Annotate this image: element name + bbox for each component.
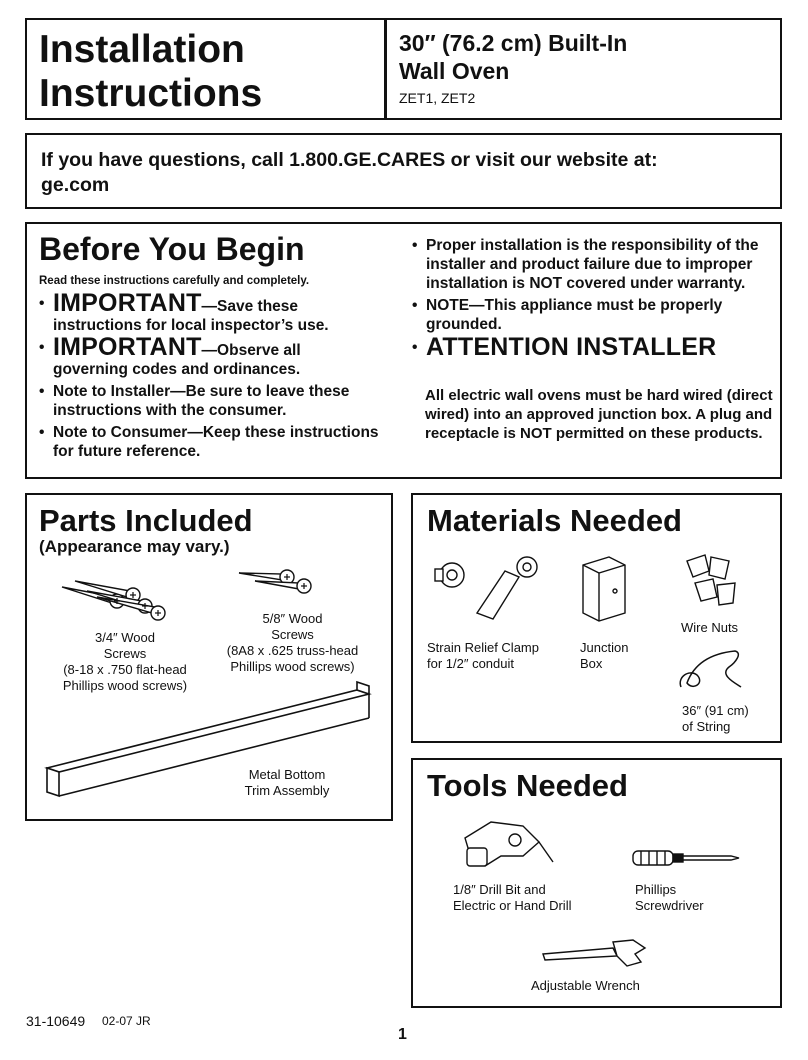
string-icon [675, 647, 745, 695]
installation-responsibility: • Proper installation is the responsibility of the installer and product failure due to improper installation is NOT covered under warranty. [410, 236, 775, 293]
model-numbers: ZET1, ZET2 [399, 90, 476, 106]
header-divider [384, 20, 387, 118]
tools-heading: Tools Needed [427, 768, 628, 803]
important-line-1: instructions for local inspector’s use. [53, 317, 329, 334]
screws-58-line-2: Screws [271, 627, 314, 642]
electric-drill-icon [461, 812, 556, 877]
drill-caption [453, 882, 613, 914]
screws-34-line-3: (8-18 x .750 flat-head [63, 662, 187, 677]
before-left-list [37, 289, 387, 464]
string-line-1: 36″ (91 cm) [682, 703, 749, 718]
screws-34-line-1: 3/4″ Wood [94, 630, 155, 645]
document-date: 02-07 JR [102, 1014, 151, 1028]
grounding-note: • NOTE—This appliance must be properly grounded. [410, 296, 775, 334]
clamp-line-1: Strain Relief Clamp [427, 640, 539, 655]
phillips-screwdriver-icon [631, 846, 741, 870]
wood-screws-58-icon [237, 565, 317, 600]
screws-58-caption [215, 611, 370, 675]
adjustable-wrench-icon [541, 938, 651, 970]
string-line-2: of String [682, 719, 731, 734]
tools-needed-box [411, 758, 782, 1008]
parts-heading: Parts Included [39, 503, 253, 538]
title-line-1: Installation [39, 28, 245, 71]
important-tail-1: —Save these [201, 298, 299, 315]
before-right-list [410, 236, 775, 363]
materials-heading: Materials Needed [427, 503, 682, 538]
attention-installer-text: All electric wall ovens must be hard wired (direct wired) into an approved junction box. A plug and receptacle is NOT permitted on these products. [425, 387, 773, 442]
trim-line-1: Metal Bottom [248, 767, 326, 782]
contact-line-2: ge.com [41, 174, 110, 196]
wood-screws-34-icon [57, 575, 167, 625]
product-line-2: Wall Oven [399, 58, 510, 84]
screws-58-line-4: Phillips wood screws) [230, 659, 355, 674]
screws-34-line-2: Screws [103, 646, 147, 661]
before-intro: Read these instructions carefully and completely. [39, 275, 310, 287]
important-save [37, 289, 387, 335]
before-heading: Before You Begin [39, 231, 305, 267]
strain-relief-clamp-icon [427, 553, 547, 623]
string-caption [682, 703, 772, 735]
contact-box [25, 133, 782, 209]
wire-nuts-caption: Wire Nuts [681, 620, 739, 635]
header-box [25, 18, 782, 120]
junction-box-icon [579, 553, 629, 623]
screws-58-line-3: (8A8 x .625 truss-head [226, 643, 359, 658]
important-label-2: IMPORTANT [53, 333, 202, 361]
materials-needed-box [411, 493, 782, 743]
screws-58-line-1: 5/8″ Wood [262, 611, 323, 626]
title-line-2: Instructions [39, 72, 263, 115]
junction-box-caption [580, 640, 660, 672]
contact-line-1: If you have questions, call 1.800.GE.CARES or visit our website at: [41, 149, 658, 171]
trim-line-2: Trim Assembly [244, 783, 330, 798]
attention-installer-heading [410, 333, 775, 361]
parts-included-box [25, 493, 393, 821]
wrench-caption: Adjustable Wrench [531, 978, 640, 993]
clamp-caption [427, 640, 577, 672]
junction-box-line-2: Box [580, 656, 603, 671]
screwdriver-line-1: Phillips [635, 882, 677, 897]
important-tail-2: —Observe all [201, 342, 301, 359]
product-line-1: 30″ (76.2 cm) Built-In [399, 30, 628, 56]
important-line-2: governing codes and ordinances. [53, 361, 301, 378]
note-installer: • Note to Installer—Be sure to leave these instructions with the consumer. [37, 382, 387, 420]
screwdriver-caption [635, 882, 745, 914]
important-observe [37, 333, 387, 379]
drill-line-2: Electric or Hand Drill [453, 898, 572, 913]
clamp-line-2: for 1/2″ conduit [427, 656, 514, 671]
drill-line-1: 1/8″ Drill Bit and [453, 882, 546, 897]
screwdriver-line-2: Screwdriver [635, 898, 704, 913]
before-you-begin-box [25, 222, 782, 479]
important-label-1: IMPORTANT [53, 289, 202, 317]
junction-box-line-1: Junction [580, 640, 629, 655]
document-number: 31-10649 [26, 1013, 86, 1029]
note-consumer: • Note to Consumer—Keep these instructions for future reference. [37, 423, 387, 461]
trim-caption [227, 767, 347, 799]
page-number: 1 [398, 1026, 407, 1043]
attention-label: ATTENTION INSTALLER [426, 333, 717, 361]
parts-subheading: (Appearance may vary.) [39, 537, 230, 556]
screws-34-line-4: Phillips wood screws) [62, 678, 188, 693]
wire-nuts-icon [681, 551, 741, 611]
